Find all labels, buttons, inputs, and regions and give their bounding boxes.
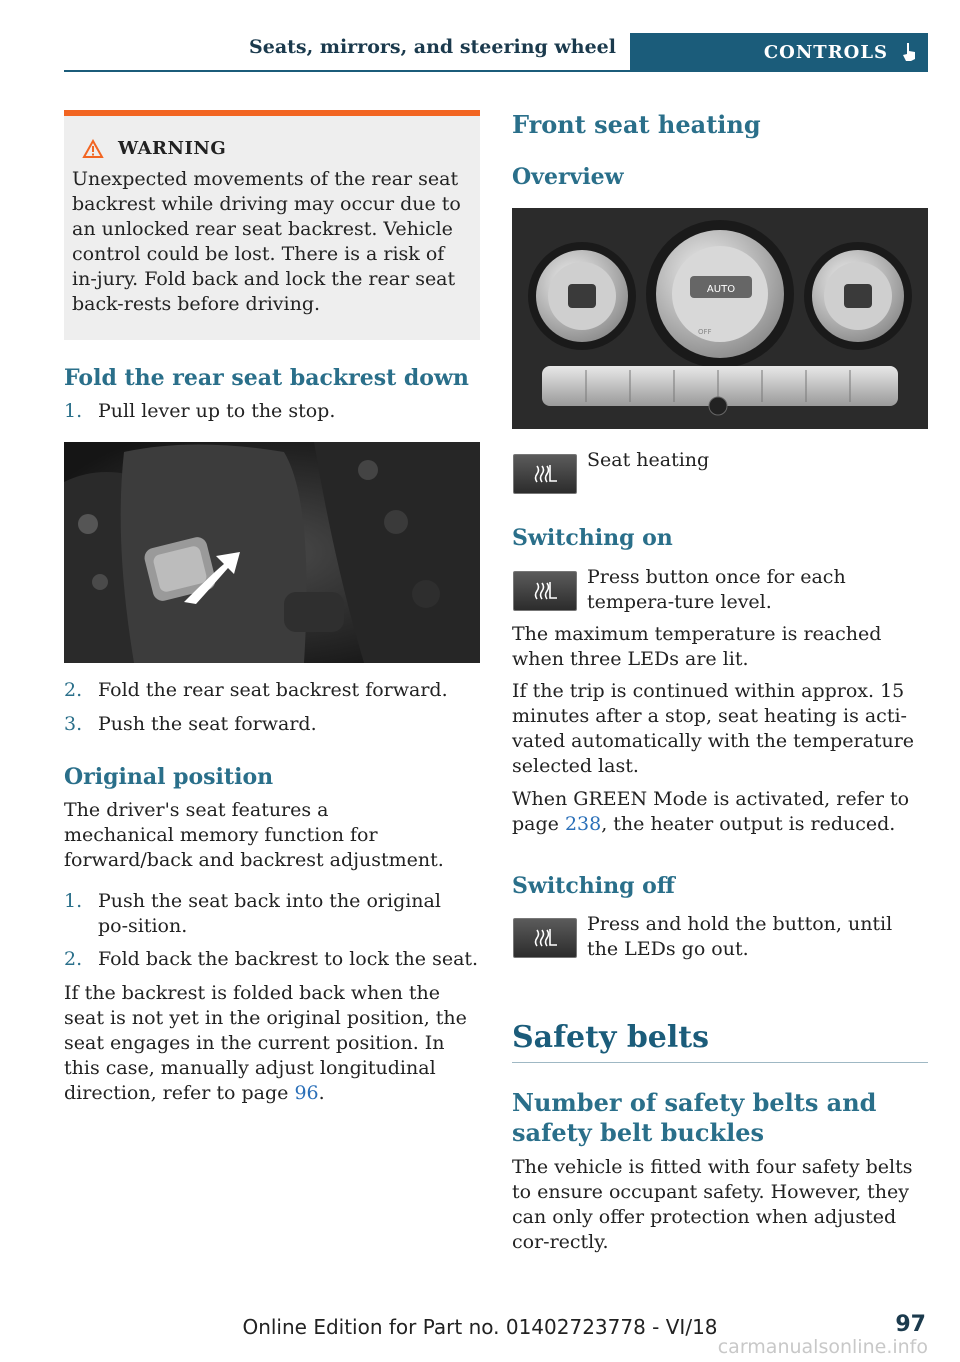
list-item	[64, 712, 480, 737]
page-link-238[interactable]: 238	[564, 813, 602, 835]
switching-on-text: Press button once for each tempera-ture level.	[587, 566, 846, 613]
safety-belts-subheading: Number of safety belts and safety belt buckles	[512, 1088, 877, 1147]
seat-heating-icon	[532, 580, 558, 602]
climate-panel-illustration	[512, 208, 928, 429]
switching-on-para-1: The maximum temperature is reached when three LEDs are lit.	[512, 623, 882, 670]
safety-belts-text: The vehicle is fitted with four safety belts to ensure occupant safety. However, they can only offer protection when adjusted cor-rectly.	[512, 1156, 913, 1253]
list-text: Push the seat forward.	[98, 713, 317, 735]
seat-heating-button-icon	[513, 454, 577, 494]
climate-panel-photo	[512, 208, 928, 429]
list-item	[64, 947, 480, 972]
list-text: Fold back the backrest to lock the seat.	[98, 948, 479, 970]
seat-heating-button-icon	[513, 918, 577, 958]
fold-heading: Fold the rear seat backrest down	[64, 365, 469, 391]
front-seat-heating-heading: Front seat heating	[512, 110, 761, 139]
panel-auto-label: AUTO	[706, 284, 736, 295]
header-tab-controls	[630, 33, 928, 71]
seat-heating-button-icon	[513, 571, 577, 611]
list-number: 3.	[64, 713, 83, 735]
list-text: Pull lever up to the stop.	[98, 400, 336, 422]
list-item	[64, 889, 480, 939]
list-number: 1.	[64, 400, 83, 422]
warning-triangle-icon	[82, 139, 104, 159]
note-end: .	[318, 1082, 325, 1104]
seat-heating-label: Seat heating	[587, 449, 710, 471]
warning-box	[64, 110, 480, 340]
list-text: Push the seat back into the original po-sition.	[98, 890, 441, 937]
rear-seat-lever-photo	[64, 442, 480, 663]
list-item	[64, 399, 480, 424]
original-position-intro: The driver's seat features a mechanical memory function for forward/back and backrest adjustment.	[64, 799, 444, 871]
list-text: Fold the rear seat backrest forward.	[98, 679, 448, 701]
note-text: If the backrest is folded back when the seat is not yet in the original position, the seat engages in the current position. In this case, manually adjust longitudinal direction, refer to page	[64, 982, 467, 1104]
list-item	[64, 678, 480, 703]
para-text-end: , the heater output is reduced.	[601, 813, 896, 835]
list-number: 2.	[64, 948, 83, 970]
header-tab-label: CONTROLS	[763, 41, 888, 63]
seat-illustration	[64, 442, 480, 663]
switching-off-text: Press and hold the button, until the LEDs go out.	[587, 913, 893, 960]
hand-pointer-icon	[900, 42, 918, 62]
overview-heading: Overview	[512, 164, 624, 190]
footer-edition: Online Edition for Part no. 01402723778 - VI/18	[242, 1315, 718, 1339]
header-rule	[64, 70, 928, 72]
section-rule	[512, 1062, 928, 1063]
panel-off-label: OFF	[698, 328, 712, 336]
para-text: When GREEN Mode is activated, refer to page	[512, 788, 910, 835]
page-number: 97	[895, 1312, 926, 1337]
page-link-96[interactable]: 96	[294, 1082, 319, 1104]
switching-on-para-2: If the trip is continued within approx. 15 minutes after a stop, seat heating is acti-vated automatically with the temperature selected last.	[512, 680, 915, 777]
safety-belts-heading: Safety belts	[512, 1020, 710, 1055]
header-section-title: Seats, mirrors, and steering wheel	[249, 36, 616, 58]
switching-on-para-3	[512, 787, 928, 837]
switching-off-heading: Switching off	[512, 873, 675, 899]
list-number: 1.	[64, 890, 83, 912]
watermark: carmanualsonline.info	[717, 1336, 928, 1358]
original-position-note	[64, 981, 480, 1106]
seat-heating-icon	[532, 463, 558, 485]
warning-text: Unexpected movements of the rear seat backrest while driving may occur due to an unlocked rear seat backrest. Vehicle control could be lost. There is a risk of in-jury. Fold back and lock the rear seat back-rests before driving.	[72, 168, 461, 315]
list-number: 2.	[64, 679, 83, 701]
original-position-heading: Original position	[64, 764, 274, 790]
switching-on-heading: Switching on	[512, 525, 673, 551]
warning-title-text: WARNING	[118, 138, 227, 159]
warning-title	[72, 138, 472, 159]
seat-heating-icon	[532, 927, 558, 949]
